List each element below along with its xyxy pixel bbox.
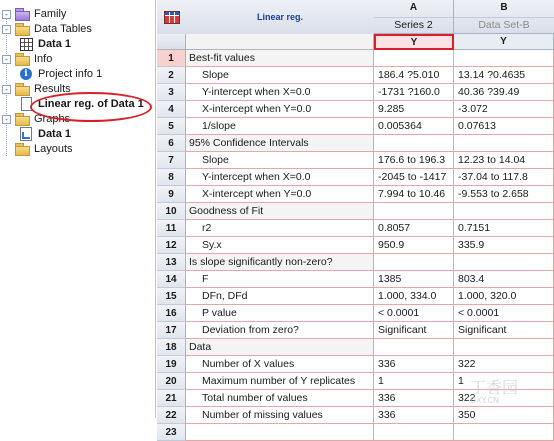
family-folder-icon [14, 7, 30, 21]
cell-data-set-b[interactable] [454, 135, 554, 152]
cell-data-set-b[interactable]: 1.000, 320.0 [454, 288, 554, 305]
nav-item-label: Project info 1 [38, 68, 103, 80]
row-number[interactable]: 14 [157, 271, 186, 288]
dataset-name: Data Set-B [454, 17, 554, 31]
nav-item-label: Data 1 [38, 38, 72, 50]
row-number[interactable]: 3 [157, 84, 186, 101]
nav-item-label: Results [34, 83, 71, 95]
folder-icon [14, 52, 30, 66]
results-table-icon [164, 11, 180, 24]
row-number[interactable]: 16 [157, 305, 186, 322]
cell-data-set-b[interactable]: 803.4 [454, 271, 554, 288]
row-label [186, 424, 374, 441]
row-number[interactable]: 8 [157, 169, 186, 186]
sheet-title: Linear reg. [186, 0, 375, 35]
cell-data-set-b[interactable] [454, 50, 554, 67]
navigator-panel [0, 0, 156, 418]
cell-data-set-b[interactable]: -3.072 [454, 101, 554, 118]
cell-series-2[interactable] [374, 203, 454, 220]
row-label: Y-intercept when X=0.0 [186, 169, 374, 186]
y-subheader-a[interactable]: Y [374, 34, 454, 50]
row-number[interactable]: 7 [157, 152, 186, 169]
cell-data-set-b[interactable]: 322 [454, 356, 554, 373]
row-label: Maximum number of Y replicates [186, 373, 374, 390]
row-label: Slope [186, 67, 374, 84]
cell-data-set-b[interactable]: 1 [454, 373, 554, 390]
info-icon [18, 67, 34, 81]
cell-series-2[interactable]: 950.9 [374, 237, 454, 254]
column-header-a[interactable] [374, 0, 454, 34]
watermark-text: 丁香园 [470, 378, 519, 397]
cell-series-2[interactable]: < 0.0001 [374, 305, 454, 322]
cell-data-set-b[interactable]: -37.04 to 117.8 [454, 169, 554, 186]
cell-series-2[interactable]: 336 [374, 356, 454, 373]
watermark-subtext: DXY.CN [470, 396, 500, 405]
cell-series-2[interactable]: 1.000, 334.0 [374, 288, 454, 305]
row-header-blank [157, 34, 186, 50]
row-number[interactable]: 23 [157, 424, 186, 441]
nav-item[interactable] [2, 6, 66, 22]
results-sheet [157, 0, 554, 438]
row-label: 1/slope [186, 118, 374, 135]
expand-collapse-toggle[interactable]: - [2, 55, 11, 64]
cell-data-set-b[interactable]: 40.36 ?39.49 [454, 84, 554, 101]
column-header-b[interactable] [454, 0, 554, 34]
cell-data-set-b[interactable] [454, 339, 554, 356]
row-number[interactable]: 1 [157, 50, 186, 67]
row-number[interactable]: 6 [157, 135, 186, 152]
row-label: X-intercept when Y=0.0 [186, 101, 374, 118]
row-number[interactable]: 10 [157, 203, 186, 220]
nav-item[interactable] [18, 36, 71, 52]
nav-item[interactable] [2, 21, 92, 37]
label-header-blank [186, 34, 374, 50]
row-number[interactable]: 17 [157, 322, 186, 339]
cell-series-2[interactable]: 336 [374, 390, 454, 407]
row-label: X-intercept when Y=0.0 [186, 186, 374, 203]
dataset-name: Series 2 [374, 17, 453, 31]
cell-series-2[interactable]: 9.285 [374, 101, 454, 118]
row-label: r2 [186, 220, 374, 237]
nav-item-label: Data Tables [34, 23, 92, 35]
cell-series-2[interactable]: 7.994 to 10.46 [374, 186, 454, 203]
nav-item-label: Info [34, 53, 53, 65]
row-number[interactable]: 15 [157, 288, 186, 305]
nav-item[interactable] [2, 51, 52, 67]
row-label: Total number of values [186, 390, 374, 407]
cell-series-2[interactable] [374, 254, 454, 271]
cell-series-2[interactable]: -2045 to -1417 [374, 169, 454, 186]
cell-data-set-b[interactable] [454, 424, 554, 441]
nav-item-label: Linear reg. of Data 1 [38, 98, 144, 110]
row-number[interactable]: 5 [157, 118, 186, 135]
folder-icon [14, 22, 30, 36]
row-label: Deviation from zero? [186, 322, 374, 339]
cell-series-2[interactable]: 1 [374, 373, 454, 390]
row-label: Number of X values [186, 356, 374, 373]
row-number[interactable]: 22 [157, 407, 186, 424]
cell-series-2[interactable] [374, 339, 454, 356]
row-number[interactable]: 19 [157, 356, 186, 373]
row-number[interactable]: 20 [157, 373, 186, 390]
section-label: Best-fit values [186, 50, 374, 67]
nav-item-label: Graphs [34, 113, 71, 125]
nav-item-label: Family [34, 8, 67, 20]
nav-item[interactable] [18, 66, 102, 82]
cell-series-2[interactable]: 336 [374, 407, 454, 424]
nav-item-label: Layouts [34, 143, 73, 155]
cell-data-set-b[interactable]: -9.553 to 2.658 [454, 186, 554, 203]
nav-item[interactable] [2, 141, 73, 157]
cell-series-2[interactable]: 1385 [374, 271, 454, 288]
cell-data-set-b[interactable] [454, 203, 554, 220]
nav-item-label: Data 1 [38, 128, 72, 140]
folder-icon [14, 142, 30, 156]
row-number[interactable]: 18 [157, 339, 186, 356]
data-table-icon [18, 37, 34, 51]
cell-data-set-b[interactable]: 322 [454, 390, 554, 407]
cell-series-2[interactable]: -1731 ?160.0 [374, 84, 454, 101]
cell-data-set-b[interactable]: 12.23 to 14.04 [454, 152, 554, 169]
cell-data-set-b[interactable]: 13.14 ?0.4635 [454, 67, 554, 84]
column-letter: A [409, 2, 418, 13]
cell-data-set-b[interactable]: 0.07613 [454, 118, 554, 135]
expand-collapse-toggle[interactable]: - [2, 10, 11, 19]
folder-icon [14, 82, 30, 96]
cell-data-set-b[interactable] [454, 254, 554, 271]
expand-collapse-toggle[interactable]: - [2, 115, 11, 124]
row-number[interactable]: 4 [157, 101, 186, 118]
cell-series-2[interactable]: 186.4 ?5.010 [374, 67, 454, 84]
row-label: F [186, 271, 374, 288]
cell-data-set-b[interactable]: 0.7151 [454, 220, 554, 237]
cell-series-2[interactable] [374, 135, 454, 152]
row-number[interactable]: 21 [157, 390, 186, 407]
row-number[interactable]: 13 [157, 254, 186, 271]
section-label: Data [186, 339, 374, 356]
cell-series-2[interactable] [374, 424, 454, 441]
nav-item[interactable] [18, 126, 71, 142]
row-label: DFn, DFd [186, 288, 374, 305]
expand-collapse-toggle[interactable]: - [2, 85, 11, 94]
row-number[interactable]: 9 [157, 186, 186, 203]
section-label: Goodness of Fit [186, 203, 374, 220]
cell-data-set-b[interactable]: 350 [454, 407, 554, 424]
folder-icon [14, 112, 30, 126]
expand-collapse-toggle[interactable]: - [2, 25, 11, 34]
cell-data-set-b[interactable]: < 0.0001 [454, 305, 554, 322]
y-subheader-b[interactable]: Y [454, 34, 554, 50]
row-number[interactable]: 11 [157, 220, 186, 237]
section-label: 95% Confidence Intervals [186, 135, 374, 152]
cell-series-2[interactable]: 176.6 to 196.3 [374, 152, 454, 169]
row-number[interactable]: 2 [157, 67, 186, 84]
selection-highlight-circle [30, 92, 152, 122]
column-letter: B [500, 2, 508, 13]
cell-series-2[interactable] [374, 50, 454, 67]
graph-icon [18, 127, 34, 141]
row-number[interactable]: 12 [157, 237, 186, 254]
cell-data-set-b[interactable]: Significant [454, 322, 554, 339]
row-label: Sy.x [186, 237, 374, 254]
cell-series-2[interactable]: 0.8057 [374, 220, 454, 237]
row-label: P value [186, 305, 374, 322]
watermark-logo [470, 375, 550, 415]
row-label: Slope [186, 152, 374, 169]
sheet-corner[interactable] [157, 0, 187, 35]
cell-data-set-b[interactable]: 335.9 [454, 237, 554, 254]
row-label: Y-intercept when X=0.0 [186, 84, 374, 101]
cell-series-2[interactable]: 0.005364 [374, 118, 454, 135]
row-label: Number of missing values [186, 407, 374, 424]
section-label: Is slope significantly non-zero? [186, 254, 374, 271]
cell-series-2[interactable]: Significant [374, 322, 454, 339]
